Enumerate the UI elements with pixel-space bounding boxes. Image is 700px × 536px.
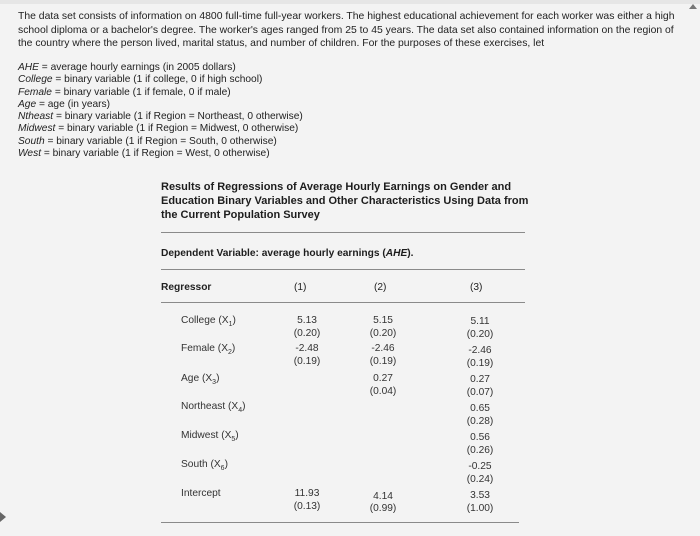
intro-paragraph: The data set consists of information on 4800 full-time full-year workers. The highest educational achievement for each worker was either a high school diploma or a bachelor's degree. The worker's ages ranged from 25 to 45 years. The data set also contained information on the region of the country where the person lived, marital status, and number of children. For the purposes of these exercises, let [18,11,675,50]
regressor-midwest: Midwest $(X_5)$ [181,430,239,444]
col3-northeast: 0.65 [470,403,490,414]
col1-college: 5.13 [297,315,317,326]
table-rule-header-bottom [161,302,525,303]
col3-female: -2.46 [468,345,492,356]
table-rule-header-top [161,269,525,270]
header-col3: (3) [470,282,483,293]
dependent-variable-label: Dependent Variable: average hourly earnings (AHE). [161,248,414,259]
col3-college-se: (0.20) [466,329,494,340]
col2-female-se: (0.19) [369,356,397,367]
definition-college: College = binary variable (1 if college, 0 if high school) [18,74,263,86]
definition-age: Age = age (in years) [18,98,111,110]
col3-south-se: (0.24) [466,474,494,485]
col2-female: -2.46 [371,343,395,354]
scroll-up-arrow-icon[interactable] [689,4,697,9]
col1-intercept: 11.93 [294,488,320,499]
col3-midwest-se: (0.26) [466,445,494,456]
regressor-northeast: Northeast $(X_4)$ [181,401,246,415]
col2-college: 5.15 [373,315,393,326]
col1-college-se: (0.20) [293,328,321,339]
regressor-female: Female $(X_2)$ [181,343,236,357]
variable-definitions [18,62,303,160]
col3-age-se: (0.07) [466,387,494,398]
scroll-left-arrow-icon[interactable] [0,512,6,522]
col1-female-se: (0.19) [293,356,321,367]
col3-age: 0.27 [470,374,490,385]
regressor-south: South $(X_6)$ [181,459,228,473]
col1-female: -2.48 [295,343,319,354]
col3-college: 5.11 [470,316,490,327]
regressor-age: Age $(X_3)$ [181,373,220,387]
col1-intercept-se: (0.13) [293,501,321,512]
definition-female: Female = binary variable (1 if female, 0 if male) [18,86,231,98]
col2-college-se: (0.20) [369,328,397,339]
col3-intercept-se: (1.00) [466,503,494,514]
definition-west: West = binary variable (1 if Region = West, 0 otherwise) [18,148,270,160]
definition-ntheast: Ntheast = binary variable (1 if Region = Northeast, 0 otherwise) [18,111,303,123]
col3-female-se: (0.19) [466,358,494,369]
definition-midwest: Midwest = binary variable (1 if Region = Midwest, 0 otherwise) [18,123,299,135]
col2-age-se: (0.04) [369,386,397,397]
header-col2: (2) [374,282,387,293]
definition-ahe: AHE = average hourly earnings (in 2005 dollars) [18,62,236,73]
table-rule-top [161,232,525,233]
col2-age: 0.27 [373,373,393,384]
top-bar [0,0,700,4]
table-rule-bottom [161,522,519,523]
table-title: Results of Regressions of Average Hourly Earnings on Gender and Education Binary Variables and Other Characteristics Using Data from the Current Population Survey [161,181,529,221]
regressor-intercept: Intercept [181,488,221,499]
header-col1: (1) [294,282,307,293]
col3-intercept: 3.53 [470,490,490,501]
regressor-college: College $(X_1)$ [181,315,236,329]
col3-midwest: 0.56 [470,432,490,443]
col3-south: -0.25 [468,461,492,472]
col3-northeast-se: (0.28) [466,416,494,427]
col2-intercept-se: (0.99) [369,503,397,514]
col2-intercept: 4.14 [373,491,393,502]
definition-south: South = binary variable (1 if Region = South, 0 otherwise) [18,135,277,147]
header-regressor: Regressor [161,282,212,293]
